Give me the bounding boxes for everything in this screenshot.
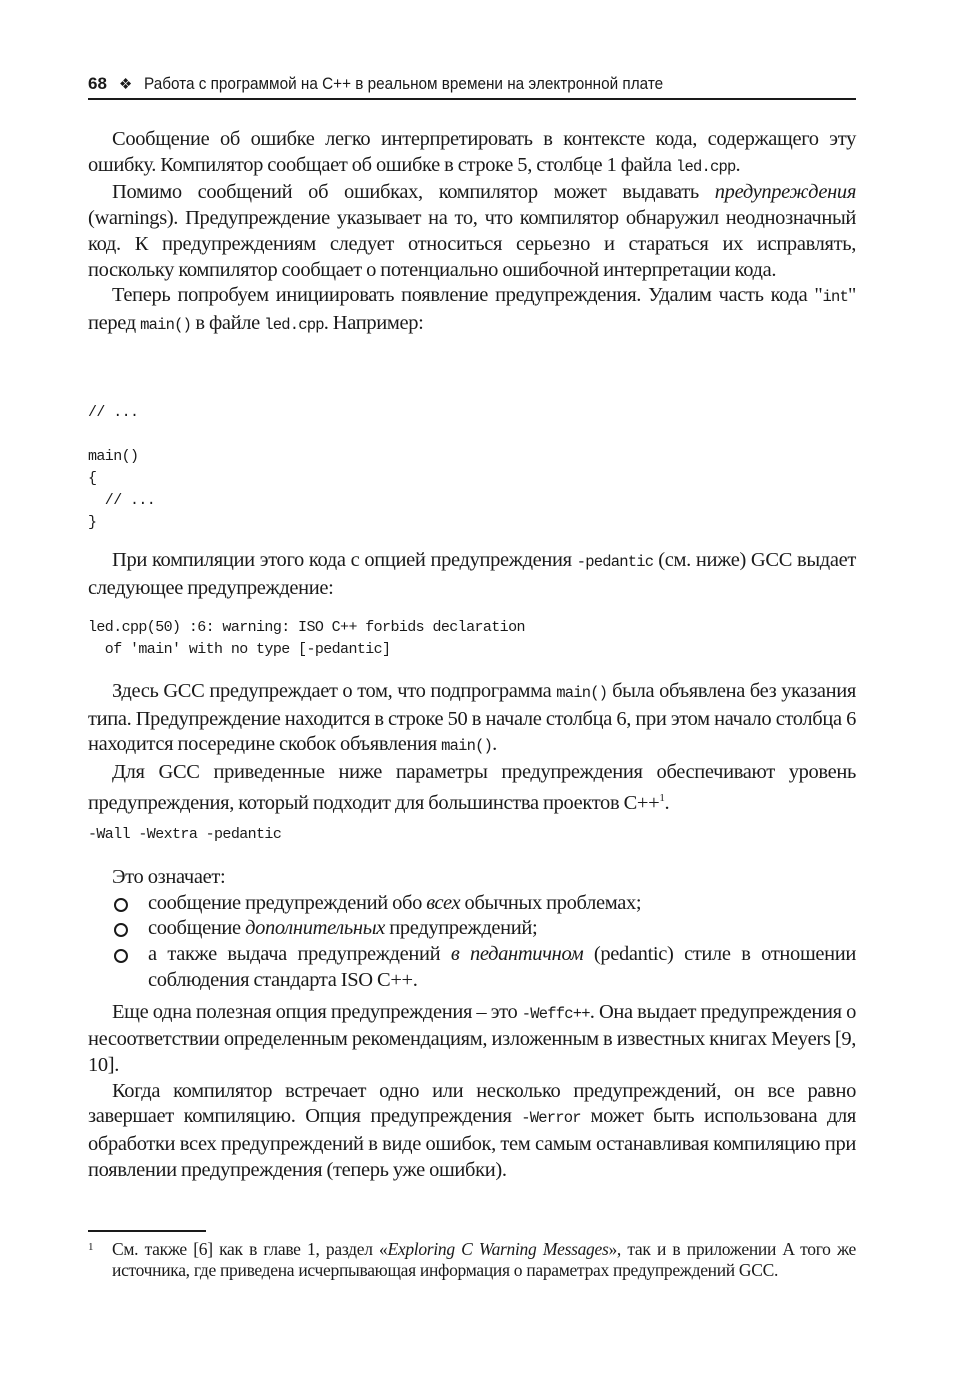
code-block-2: led.cpp(50) :6: warning: ISO C++ forbids declaration of 'main' with no type [-pedantic] bbox=[88, 619, 525, 658]
circle-bullet-icon bbox=[114, 923, 128, 937]
list-item bbox=[88, 916, 856, 942]
text: Для GCC приведенные ниже параметры предупреждения обеспечивают уровень предупреждения, который подходит для большинства проектов C++ bbox=[88, 761, 856, 814]
text: обычных проблемах; bbox=[460, 891, 642, 914]
text: », так и в приложении A того же источника, где приведена исчерпывающая информация о параметрах предупреждений GCC. bbox=[112, 1239, 856, 1280]
inline-code: main() bbox=[556, 684, 608, 702]
text: . bbox=[492, 733, 497, 756]
text: может быть использована для обработки всех предупреждений в виде ошибок, тем самым останавливая компиляцию при появлении предупреждения (теперь уже ошибки). bbox=[88, 1105, 856, 1181]
emphasis: дополнительных bbox=[245, 917, 385, 940]
emphasis: предупреждения bbox=[714, 181, 856, 204]
paragraph bbox=[88, 283, 856, 338]
paragraph bbox=[88, 548, 856, 601]
footnote-text bbox=[112, 1239, 856, 1281]
text: Здесь GCC предупреждает о том, что подпрограмма bbox=[112, 680, 557, 702]
text: . bbox=[735, 153, 741, 176]
text: " перед bbox=[88, 284, 856, 334]
list-item bbox=[88, 891, 856, 917]
text: (см. ниже) GCC выдает следующее предупреждение: bbox=[88, 549, 856, 599]
circle-bullet-icon bbox=[114, 949, 128, 963]
body-block-3 bbox=[88, 679, 856, 816]
inline-code: -Werror bbox=[521, 1109, 581, 1128]
paragraph bbox=[88, 1079, 856, 1184]
paragraph bbox=[88, 180, 856, 283]
emphasis: в педантичном bbox=[450, 943, 584, 966]
paragraph bbox=[88, 127, 856, 180]
text: При компиляции этого кода с опцией предупреждения bbox=[112, 549, 577, 571]
paragraph bbox=[88, 760, 856, 816]
text: предупреждений; bbox=[384, 917, 538, 940]
text: Помимо сообщений об ошибках, компилятор может выдавать bbox=[112, 181, 715, 204]
emphasis: Exploring C Warning Messages bbox=[387, 1239, 609, 1259]
body-block-2 bbox=[88, 548, 856, 601]
text: Теперь попробуем инициировать появление предупреждения. Удалим часть кода " bbox=[112, 284, 823, 307]
text: (pedantic) стиле в отношении соблюдения стандарта ISO C++. bbox=[148, 943, 856, 991]
paragraph bbox=[88, 679, 856, 760]
text: а также выдача предупреждений bbox=[148, 943, 451, 966]
text: . Например: bbox=[323, 311, 424, 334]
running-title: Работа с программой на C++ в реальном времени на электронной плате bbox=[144, 74, 664, 93]
circle-bullet-icon bbox=[114, 898, 128, 912]
footnote-number: 1 bbox=[88, 1241, 94, 1253]
inline-code: led.cpp bbox=[264, 315, 324, 334]
text: сообщение предупреждений обо bbox=[148, 891, 427, 914]
text: . bbox=[664, 791, 670, 814]
inline-code: led.cpp bbox=[675, 157, 736, 176]
text: сообщение bbox=[148, 917, 246, 940]
header-rule bbox=[88, 98, 856, 100]
footnote-rule bbox=[88, 1230, 206, 1232]
text: Сообщение об ошибке легко интерпретировать в контексте кода, содержащего эту ошибку. Компилятор сообщает об ошибке в строке 5, столбце 1 файла bbox=[88, 128, 856, 176]
page-number: 68 bbox=[88, 74, 107, 93]
text: . Она выдает предупреждения о несоответствии определенным рекомендациям, изложенным в известных книгах Meyers [9, 10]. bbox=[88, 1000, 856, 1076]
running-header bbox=[88, 70, 856, 98]
paragraph: Это означает: bbox=[112, 866, 226, 888]
text: (warnings). Предупреждение указывает на то, что компилятор обнаружил неоднозначный код. К предупреждениям следует относиться серьезно и стараться их исправлять, поскольку компилятор сообщает о потенциально ошибочной интерпретации кода. bbox=[88, 207, 856, 281]
list-item bbox=[88, 942, 856, 993]
text: См. также [6] как в главе 1, раздел « bbox=[112, 1239, 388, 1259]
inline-code: -Weffc++ bbox=[521, 1004, 590, 1023]
inline-code: main() bbox=[140, 315, 192, 334]
text: Еще одна полезная опция предупреждения – это bbox=[112, 1000, 522, 1023]
footnote bbox=[88, 1239, 856, 1281]
inline-code: main() bbox=[441, 737, 493, 756]
footnote-ref[interactable]: 1 bbox=[659, 791, 665, 804]
text: была объявлена без указания типа. Предупреждение находится в строке 50 в начале столбца 6, при этом начало столбца 6 находится посередине скобок объявления bbox=[88, 680, 856, 756]
ornament-icon: ❖ bbox=[118, 76, 133, 93]
code-block-3: -Wall -Wextra -pedantic bbox=[88, 826, 282, 843]
body-block-1 bbox=[88, 127, 856, 339]
text: в файле bbox=[191, 311, 265, 334]
inline-code: -pedantic bbox=[576, 553, 654, 571]
inline-code: int bbox=[822, 288, 848, 307]
body-block-4 bbox=[88, 865, 856, 1183]
paragraph bbox=[88, 1000, 856, 1079]
text: Когда компилятор встречает одно или несколько предупреждений, он все равно завершает компиляцию. Опция предупреждения bbox=[88, 1079, 856, 1128]
bullet-list bbox=[88, 891, 856, 994]
code-block-1: // ... main() { // ... } bbox=[88, 404, 156, 531]
emphasis: всех bbox=[426, 891, 461, 914]
